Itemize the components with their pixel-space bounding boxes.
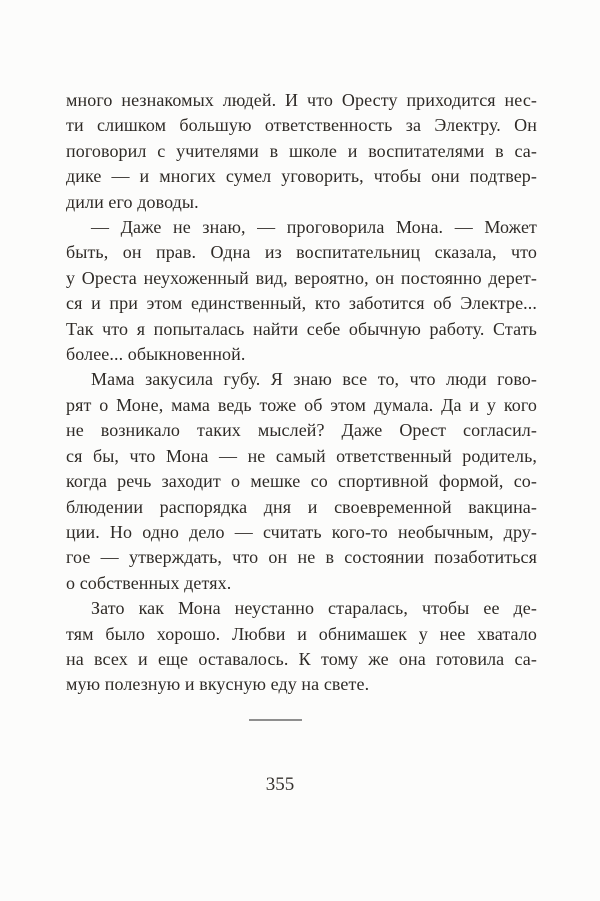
text-line: — Даже не знаю, — проговорила Мона. — Может	[91, 217, 537, 238]
text-line: у Ореста неухоженный вид, вероятно, он постоянно дерет-	[66, 267, 537, 288]
paragraph	[66, 215, 537, 367]
text-line: рят о Моне, мама ведь тоже об этом думала. Да и у кого	[66, 394, 537, 415]
text-line: блюдении распорядка дня и своевременной вакцина-	[66, 496, 537, 517]
text-line: когда речь заходит о мешке со спортивной формой, со-	[66, 471, 537, 492]
text-line: поговорил с учителями в школе и воспитателями в са-	[66, 140, 537, 161]
text-line: гое — утверждать, что он не в состоянии позаботиться	[66, 547, 537, 568]
text-line: ти слишком большую ответственность за Электру. Он	[66, 115, 537, 136]
text-line: о собственных детях.	[66, 572, 232, 593]
text-line: дили его доводы.	[66, 191, 199, 212]
text-line: на всех и еще оставалось. К тому же она готовила са-	[66, 648, 537, 669]
text-line: мую полезную и вкусную еду на свете.	[66, 674, 370, 695]
text-line: ся и при этом единственный, кто заботится об Электре...	[66, 293, 537, 314]
paragraph	[66, 596, 537, 698]
page-number: 355	[265, 774, 295, 795]
text-line: тям было хорошо. Любви и обнимашек у нее хватало	[66, 623, 537, 644]
paragraph	[66, 88, 537, 215]
text-line: ся бы, что Мона — не самый ответственный родитель,	[66, 445, 537, 466]
text-line: Мама закусила губу. Я знаю все то, что люди гово-	[91, 369, 537, 390]
paragraph	[66, 367, 537, 596]
scene-break-divider	[249, 719, 302, 721]
text-line: много незнакомых людей. И что Оресту приходится нес-	[66, 90, 537, 110]
text-line: дике — и многих сумел уговорить, чтобы они подтвер-	[66, 166, 537, 187]
text-line: Зато как Мона неустанно старалась, чтобы ее де-	[91, 598, 537, 619]
page-text	[66, 88, 537, 698]
text-line: ции. Но одно дело — считать кого-то необычным, дру-	[66, 521, 537, 542]
text-line: более... обыкновенной.	[66, 344, 246, 365]
text-line: Так что я попыталась найти себе обычную работу. Стать	[66, 318, 537, 339]
text-line: не возникало таких мыслей? Даже Орест согласил-	[66, 420, 537, 441]
text-line: быть, он прав. Одна из воспитательниц сказала, что	[66, 242, 537, 263]
